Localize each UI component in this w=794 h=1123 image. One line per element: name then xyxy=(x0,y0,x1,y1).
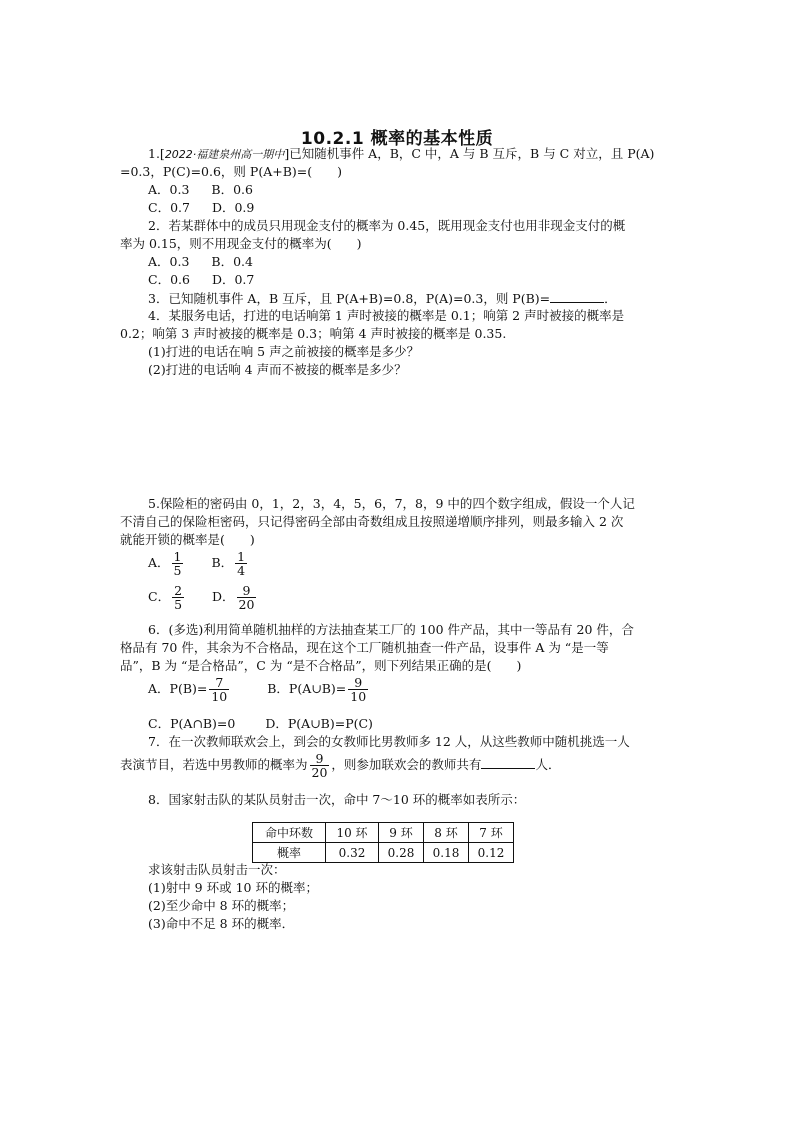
q8-line1: 8．国家射击队的某队员射击一次，命中 7～10 环的概率如表所示： xyxy=(148,792,526,807)
table-cell: 0.28 xyxy=(379,843,424,863)
table-cell: 7 环 xyxy=(469,823,514,843)
q7-fraction: $\frac{9}{20}$ xyxy=(311,751,328,780)
table-cell: 0.12 xyxy=(469,843,514,863)
q8-sub3: (3)命中不足 8 环的概率． xyxy=(148,916,295,931)
q7-answer-blank xyxy=(481,756,535,769)
table-cell: 0.32 xyxy=(326,843,379,863)
table-header-row xyxy=(253,823,514,843)
q5-line2: 不清自己的保险柜密码，只记得密码全部由奇数组成且按照递增顺序排列，则最多输入 2 次 xyxy=(120,514,624,529)
q1-line1: 1.[2022·福建泉州高一期中]已知随机事件 A，B，C 中，A 与 B 互斥，B 与 C 对立，且 P(A) xyxy=(148,146,655,161)
q6-fraction-a: $\frac{7}{10}$ xyxy=(211,675,228,704)
q2-options-row1 xyxy=(148,254,253,270)
q6-option-d: D．P(A∪B)=P(C) xyxy=(265,716,373,731)
q5-fraction-d: $\frac{9}{20}$ xyxy=(238,583,255,612)
table-cell: 10 环 xyxy=(326,823,379,843)
q6-options-row1: A．P(B)= $\frac{7}{10}$ B．P(A∪B)= $\frac{9}{10}$ xyxy=(148,675,367,704)
q1-option-c: C．0.7 xyxy=(148,200,190,215)
table-cell: 命中环数 xyxy=(253,823,326,843)
table-cell: 8 环 xyxy=(424,823,469,843)
q6-line3: 品”，B 为 “是合格品”，C 为 “是不合格品”，则下列结果正确的是( ) xyxy=(120,658,522,673)
q4-line2: 0.2；响第 3 声时被接的概率是 0.3；响第 4 声时被接的概率是 0.35. xyxy=(120,326,507,341)
q6-option-c: C．P(A∩B)=0 xyxy=(148,716,236,731)
q2-line2: 率为 0.15，则不用现金支付的概率为( ) xyxy=(120,236,362,251)
q8-sub2: (2)至少命中 8 环的概率； xyxy=(148,898,295,913)
q6-line1: 6．(多选)利用简单随机抽样的方法抽查某工厂的 100 件产品，其中一等品有 20 件，合 xyxy=(148,622,634,637)
q2-option-d: D．0.7 xyxy=(211,272,255,287)
q1-option-a: A．0.3 xyxy=(148,182,190,197)
q5-fraction-b: $\frac{1}{4}$ xyxy=(237,549,246,578)
q8-prompt: 求该射击队员射击一次： xyxy=(148,862,286,877)
hit-probability-table xyxy=(252,822,514,863)
q3-answer-blank xyxy=(550,290,604,303)
q2-option-c: C．0.6 xyxy=(148,272,190,287)
q5-options-row1: A． $\frac{1}{5}$ B． $\frac{1}{4}$ xyxy=(148,549,246,578)
q1-source: 2022·福建泉州高一期中 xyxy=(164,148,285,161)
q7-line2: 表演节目，若选中男教师的概率为 $\frac{9}{20}$ ，则参加联欢会的教师共有 人． xyxy=(120,751,561,780)
q3-line: 3．已知随机事件 A，B 互斥，且 P(A+B)=0.8，P(A)=0.3，则 P(B)= ． xyxy=(148,291,617,306)
q6-line2: 格品有 70 件，其余为不合格品，现在这个工厂随机抽查一件产品，设事件 A 为 “是一等 xyxy=(120,640,609,655)
q8-sub1: (1)射中 9 环或 10 环的概率； xyxy=(148,880,318,895)
q2-options-row2 xyxy=(148,272,254,288)
q1-line2: =0.3，P(C)=0.6，则 P(A+B)=( ) xyxy=(120,164,342,179)
q4-line1: 4．某服务电话，打进的电话响第 1 声时被接的概率是 0.1；响第 2 声时被接的概率是 xyxy=(148,308,625,323)
q1-option-b: B．0.6 xyxy=(211,182,253,197)
table-cell: 9 环 xyxy=(379,823,424,843)
q6-fraction-b: $\frac{9}{10}$ xyxy=(350,675,367,704)
q5-line3: 就能开锁的概率是( ) xyxy=(120,532,255,547)
q1-options-row2 xyxy=(148,200,254,216)
q4-sub1: (1)打进的电话在响 5 声之前被接的概率是多少？ xyxy=(148,344,420,359)
q1-options-row1 xyxy=(148,182,253,198)
table-cell: 0.18 xyxy=(424,843,469,863)
q6-options-row2 xyxy=(148,716,373,732)
q5-fraction-c: $\frac{2}{5}$ xyxy=(174,583,183,612)
table-row xyxy=(253,843,514,863)
q5-options-row2: C． $\frac{2}{5}$ D． $\frac{9}{20}$ xyxy=(148,583,255,612)
q7-line1: 7．在一次教师联欢会上，到会的女教师比男教师多 12 人，从这些教师中随机挑选一人 xyxy=(148,734,630,749)
q5-line1: 5.保险柜的密码由 0，1，2，3，4，5，6，7，8，9 中的四个数字组成，假设一个人记 xyxy=(148,496,635,511)
page-title: 10.2.1 概率的基本性质 xyxy=(300,129,494,149)
q2-line1: 2．若某群体中的成员只用现金支付的概率为 0.45，既用现金支付也用非现金支付的概 xyxy=(148,218,626,233)
q1-option-d: D．0.9 xyxy=(211,200,255,215)
q2-option-a: A．0.3 xyxy=(148,254,190,269)
q4-sub2: (2)打进的电话响 4 声而不被接的概率是多少？ xyxy=(148,362,407,377)
q2-option-b: B．0.4 xyxy=(211,254,253,269)
table-cell: 概率 xyxy=(253,843,326,863)
q5-fraction-a: $\frac{1}{5}$ xyxy=(173,549,182,578)
